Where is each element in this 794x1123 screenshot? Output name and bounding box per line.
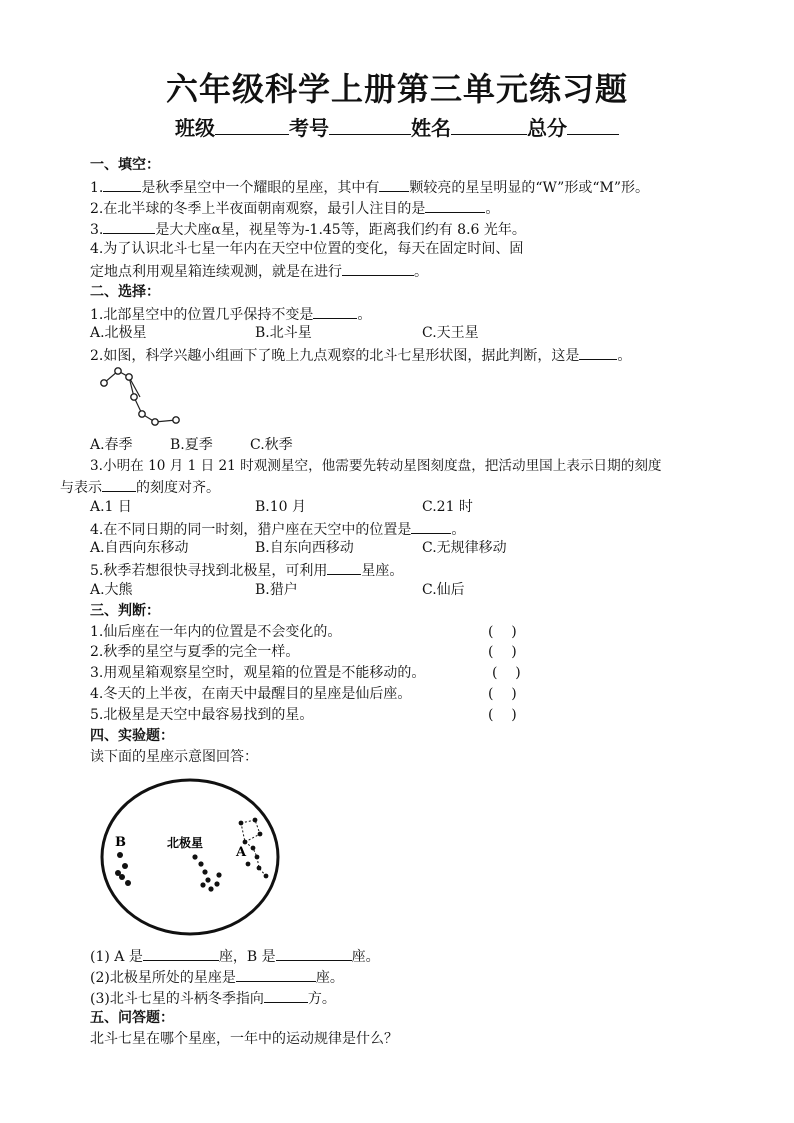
page-title: 六年级科学上册第三单元练习题 <box>165 70 628 108</box>
header-fields <box>0 112 794 141</box>
option-b[interactable]: B.自东向西移动 <box>255 540 354 556</box>
answer-blank[interactable] <box>102 477 136 492</box>
score-label: 总分 <box>527 116 567 140</box>
experiment-intro: 读下面的星座示意图回答： <box>90 749 258 765</box>
answer-parentheses[interactable]: ( ) <box>488 686 517 702</box>
name-blank[interactable] <box>451 116 527 135</box>
experiment-question-1: (1) A 是 座，B 是 座。 <box>90 946 380 966</box>
answer-blank[interactable] <box>143 946 219 961</box>
score-blank[interactable] <box>567 116 619 135</box>
exam-no-blank[interactable] <box>329 116 411 135</box>
judge-item-2: 2.秋季的星空与夏季的完全一样。 <box>90 644 300 660</box>
option-b[interactable]: B.北斗星 <box>255 325 312 341</box>
option-c[interactable]: C.秋季 <box>250 437 293 453</box>
exam-no-label: 考号 <box>289 116 329 140</box>
answer-blank[interactable] <box>342 261 414 276</box>
judge-item-4: 4.冬天的上半夜，在南天中最醒目的星座是仙后座。 <box>90 686 412 702</box>
option-a[interactable]: A.大熊 <box>90 582 133 598</box>
experiment-question-2: (2)北极星所处的星座是 座。 <box>90 967 344 987</box>
answer-blank[interactable] <box>276 946 352 961</box>
class-label: 班级 <box>175 116 215 140</box>
class-blank[interactable] <box>215 116 289 135</box>
choice-question-2: 2.如图，科学兴趣小组画下了晚上九点观察的北斗七星形状图，据此判断，这是 。 <box>90 345 631 365</box>
answer-blank[interactable] <box>411 519 451 534</box>
answer-parentheses[interactable]: ( ) <box>488 624 517 640</box>
big-dipper-figure <box>96 364 188 430</box>
option-a[interactable]: A.春季 <box>90 437 133 453</box>
label-a: A <box>236 845 247 860</box>
section2-heading: 二、选择： <box>90 284 160 300</box>
answer-blank[interactable] <box>103 219 155 234</box>
fill-question-1: 1. 是秋季星空中一个耀眼的星座，其中有 颗较亮的星呈明显的“W”形或“M”形。 <box>90 177 649 197</box>
judge-item-3: 3.用观星箱观察星空时，观星箱的位置是不能移动的。 <box>90 665 426 681</box>
answer-blank[interactable] <box>236 967 316 982</box>
option-b[interactable]: B.猎户 <box>255 582 298 598</box>
section4-heading: 四、实验题： <box>90 728 174 744</box>
answer-blank[interactable] <box>313 304 357 319</box>
section5-heading: 五、问答题： <box>90 1010 174 1026</box>
answer-blank[interactable] <box>103 177 141 192</box>
answer-blank[interactable] <box>579 345 617 360</box>
choice-question-3-line1: 3.小明在 10 月 1 日 21 时观测星空，他需要先转动星图刻度盘，把活动里国上表示日期的刻度 <box>90 458 662 474</box>
experiment-question-3: (3)北斗七星的斗柄冬季指向 方。 <box>90 988 336 1008</box>
fill-question-2: 2.在北半球的冬季上半夜面朝南观察，最引人注目的是 。 <box>90 198 499 218</box>
option-c[interactable]: C.天王星 <box>422 325 479 341</box>
answer-parentheses[interactable]: ( ) <box>488 707 517 723</box>
option-c[interactable]: C.仙后 <box>422 582 465 598</box>
answer-blank[interactable] <box>327 560 361 575</box>
option-c[interactable]: C.无规律移动 <box>422 540 507 556</box>
option-b[interactable]: B.10 月 <box>255 499 307 515</box>
option-a[interactable]: A.1 日 <box>90 499 132 515</box>
option-c[interactable]: C.21 时 <box>422 499 473 515</box>
option-b[interactable]: B.夏季 <box>170 437 213 453</box>
choice-question-1: 1.北部星空中的位置几乎保持不变是 。 <box>90 304 371 324</box>
fill-question-3: 3. 是大犬座α星，视星等为-1.45等，距离我们约有 8.6 光年。 <box>90 219 526 239</box>
constellation-diagram <box>98 776 282 938</box>
option-a[interactable]: A.北极星 <box>90 325 147 341</box>
answer-blank[interactable] <box>264 988 308 1003</box>
judge-item-5: 5.北极星是天空中最容易找到的星。 <box>90 707 314 723</box>
answer-parentheses[interactable]: ( ) <box>492 665 521 681</box>
section3-heading: 三、判断： <box>90 603 160 619</box>
choice-question-3-line2: 与表示 的刻度对齐。 <box>60 477 220 497</box>
name-label: 姓名 <box>411 116 451 140</box>
essay-question-1: 北斗七星在哪个星座，一年中的运动规律是什么？ <box>90 1031 398 1047</box>
answer-parentheses[interactable]: ( ) <box>488 644 517 660</box>
judge-item-1: 1.仙后座在一年内的位置是不会变化的。 <box>90 624 342 640</box>
choice-question-4: 4.在不同日期的同一时刻，猎户座在天空中的位置是 。 <box>90 519 465 539</box>
option-a[interactable]: A.自西向东移动 <box>90 540 189 556</box>
label-polaris: 北极星 <box>167 836 204 850</box>
label-b: B <box>115 835 126 850</box>
section1-heading: 一、填空： <box>90 157 160 173</box>
answer-blank[interactable] <box>425 198 485 213</box>
answer-blank[interactable] <box>379 177 409 192</box>
choice-question-5: 5.秋季若想很快寻找到北极星，可利用 星座。 <box>90 560 403 580</box>
fill-question-4-line1: 4.为了认识北斗七星一年内在天空中位置的变化，每天在固定时间、固 <box>90 241 524 257</box>
fill-question-4-line2: 定地点利用观星箱连续观测，就是在进行 。 <box>90 261 428 281</box>
